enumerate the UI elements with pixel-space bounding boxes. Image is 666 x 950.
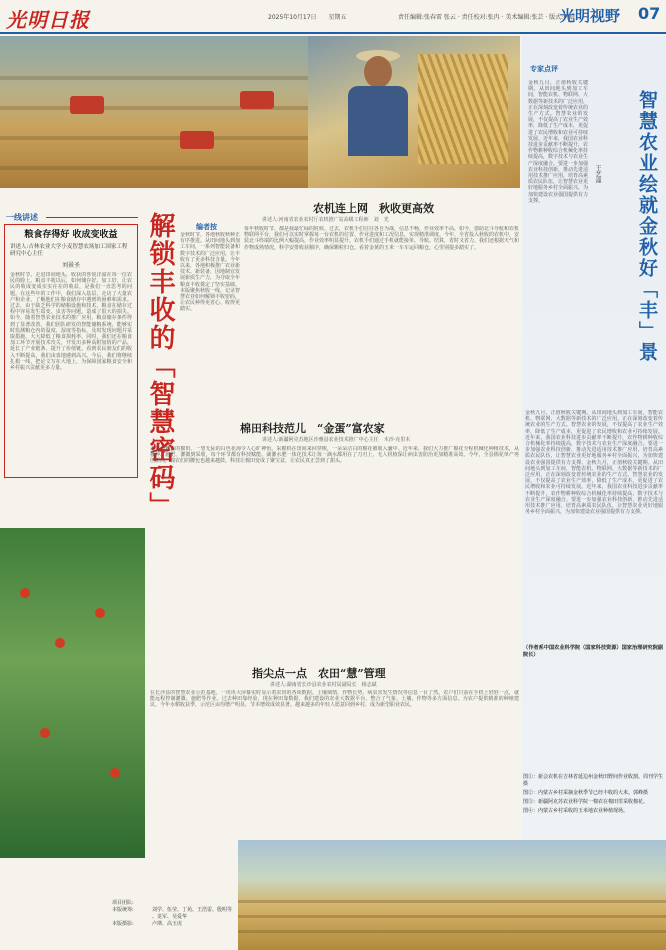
caption-1: 图①：新会农机在吉林省延边州金秋田野间作业收割。周刊学生摄 <box>523 774 664 787</box>
expert-author: 王艺潼 <box>594 165 601 183</box>
caption-3: 图③：新疆阿克苏农业科学院一棉农在棉田里采收棉花。 <box>523 799 649 805</box>
date-text: 2025年10月17日 <box>268 14 317 21</box>
main-vertical-headline: 解锁丰收的「智慧密码」 <box>145 212 175 520</box>
article-headline-smart-management: 指尖点一点 农田“慧”管理 <box>252 667 386 680</box>
weekday-text: 星期五 <box>328 14 347 21</box>
article-byline-smart-management: 讲述人:湖南省长沙县农业农村局副局长 杨志斌 <box>270 682 377 688</box>
expert-body-top: 金秋九月，正值秋收关键期。从田间地头到加工车间，智能农机、物联网、大数据等新技术的广泛应用，正在深刻改变着传统农业的生产方式。智慧农业的发展，不仅提高了农业生产效率，降低了生产成本，更促进了农民增收和农业可持续发展。近年来，我国农业科技进步贡献率不断提升，农作物耕种收综合机械化率持续提高，数字技术与农业生产深度融合。要进一步加强农业科技创新，推动先进适用技术推广应用，培育高素质农民队伍，让智慧农业更好地服务乡村全面振兴，为加快建设农业强国提供有力支撑。 <box>528 80 588 204</box>
newspaper-logo: 光明日报 <box>6 8 90 32</box>
harvester-icon <box>180 131 214 149</box>
left-article-author-note: 讲述人:吉林农业大学小麦智慧农场加工国家工程研究中心主任 <box>10 244 128 257</box>
expert-vertical-headline: 智慧农业绘就金秋好「丰」景 <box>636 90 658 363</box>
article-headline-machinery: 农机连上网 秋收更高效 <box>313 202 434 215</box>
masthead <box>0 0 666 34</box>
editors-line: 责任编辑:张春雷 张云 · 责任校对:张冉 · 美术编辑:张芸 · 版式:林晨 <box>398 14 576 21</box>
article-body-smart-management: 在长沙县的智慧农业示范基地，一块块大屏幕实时显示着农田的各项数据。土壤墒情、作物长势、病虫害发生情况等信息一目了然。农户们只需在手机上轻轻一点，就能远程控制灌溉、施肥等作业。过去种田靠经验，现在种田靠数据。我们建设的农业大数据平台，整合了气象、土壤、作物等多方面信息，为农户提供精准的种植建议。今年水稻收获季，示范区亩均增产明显，节本增效成效显著。越来越多的年轻人愿意回到乡村，成为新型职业农民。 <box>150 690 519 709</box>
credit-project: 项目团队: <box>112 900 134 906</box>
expert-body-bottom: 金秋九月，正值秋收关键期。从田间地头到加工车间，智能农机、物联网、大数据等新技术的广泛应用，正在深刻改变着传统农业的生产方式。智慧农业的发展，不仅提高了农业生产效率，降低了生产成本，更促进了农民增收和农业可持续发展。近年来，我国农业科技进步贡献率不断提升，农作物耕种收综合机械化率持续提高，数字技术与农业生产深度融合。要进一步加强农业科技创新，推动先进适用技术推广应用，培育高素质农民队伍，让智慧农业更好地服务乡村全面振兴，为加快建设农业强国提供有力支撑。金秋九月，正值秋收关键期。从田间地头到加工车间，智能农机、物联网、大数据等新技术的广泛应用，正在深刻改变着传统农业的生产方式。智慧农业的发展，不仅提高了农业生产效率，降低了生产成本，更促进了农民增收和农业可持续发展。近年来，我国农业科技进步贡献率不断提升，农作物耕种收综合机械化率持续提高，数字技术与农业生产深度融合。要进一步加强农业科技创新，推动先进适用技术推广应用，培育高素质农民队伍，让智慧农业更好地服务乡村全面振兴，为加快建设农业强国提供有力支撑。 <box>525 410 663 516</box>
wheat-field-photo <box>238 840 666 950</box>
article-byline-machinery: 讲述人:河南省农业农村厅农机推广站高级工程师 刘 光 <box>262 217 389 223</box>
caption-2: 图②：内蒙古乡村采摘金秋季节已经丰收的大米。郭峰摄 <box>523 790 649 796</box>
photo-captions <box>523 774 665 817</box>
article-headline-cotton: 棉田科技范儿 “金蛋”富农家 <box>240 422 385 435</box>
commentary-title: 编者按 <box>196 222 217 231</box>
left-article-box <box>4 224 138 478</box>
left-article-body: 金秋时节，走进田间地头，收获的喜悦洋溢在每一位农民的脸上。粮食丰收以后，如何储存好、加工好，让农民的收成变成实实在在的收益，是我们一直思考的问题。在这些年的工作中，我们深入基层，走访了大量农户和企业，了解他们在粮食储存中遇到的困难和需求。过去，由于缺乏科学的储粮设施和技术，粮食在储存过程中容易发生霉变、虫害等问题，造成了很大的损失。如今，随着智慧农业技术的推广应用，粮食储存条件得到了显著改善。我们团队研发的智能储粮系统，能够实时监测粮仓内的温度、湿度等指标，及时发现问题并采取措施，大大降低了粮食损耗率。同时，我们还在粮食加工环节开展技术攻关，开发出多种高附加值的产品，延长了产业链条，提升了价值链。看到农民朋友们的收入不断提高，我们由衷地感到高兴。今后，我们将继续扎根一线，把论文写在大地上，为保障国家粮食安全和乡村振兴贡献更多力量。 <box>10 272 132 372</box>
greenhouse-photo <box>0 528 145 858</box>
issue-date <box>268 12 356 21</box>
credit-members: 本版统筹: 刘学、伍莹、丁苑、王浩雷、殷明等 <box>112 907 233 913</box>
harvester-icon <box>70 96 104 114</box>
left-section-tag: 一线讲述 <box>6 213 38 222</box>
expert-tag: 专家点评 <box>530 65 558 73</box>
farmer-with-grain-photo <box>308 36 520 188</box>
harvester-icon <box>240 91 274 109</box>
credit-designer: 本版摄影: 卢瑛、高玉虎 <box>112 921 183 927</box>
article-byline-cotton: 讲述人:新疆阿克苏地区沙雅县农业技术推广中心主任 木沙·克里木 <box>262 437 411 443</box>
commentary-body: 金秋时节，各地秋收秋种正有序推进。从田间地头到加工车间，一系列智能装备和数字技术的广泛应用，让丰收有了更多科技含量。今年以来，各地积极推广农业新技术、新装备，因地制宜发展新质生产力，为夺取全年粮食丰收奠定了坚实基础。本版聚焦秋收一线，记录智慧农业如何解锁丰收密码，让农民种得更省心、收得更踏实。 <box>180 232 240 313</box>
expert-author-info: （作者系中国农业科学院（国家科技资源）国家治理研究院副院长） <box>523 645 664 658</box>
section-title: 光明视野 <box>560 7 621 25</box>
left-article-title: 粮食存得好 收成变收益 <box>24 230 118 240</box>
page-number: 07 <box>638 4 661 23</box>
tag-divider <box>46 217 138 218</box>
caption-4: 图④：内蒙古乡村采收的玉米地农业种植现场。 <box>523 808 629 814</box>
article-body-machinery: 每年秋收时节，都是我最忙碌的时候。过去，农机手们往往各自为战，信息不畅，作业效率不高。如今，借助北斗导航和农机物联网平台，我们可以实时掌握每一台农机的位置、作业进度和工况信息，实现精准调度。今年，全省投入秋收的农机中，安装北斗终端的比例大幅提高，作业效率明显提升。农机手们通过手机就能接单、导航、结算，省时又省力。我们还根据天气和作物成熟情况，科学安排收获顺序，确保颗粒归仓。看着金黄的玉米一车车运回粮仓，心里别提多踏实了。 <box>244 226 519 251</box>
left-article-byline: 刘景圣 <box>61 262 80 269</box>
article-body-cotton: 走进沙雅县的棉田，一望无际的白色花海令人心旷神怡。采棉机在田间来回穿梭，一朵朵洁白的棉花被收入囊中。近年来，我们大力推广棉花全程机械化种植技术，从播种、施肥、灌溉到采收，每个环节都有科技赋能。滴灌水肥一体化技术让每一滴水都用在了刀刃上，无人机植保让病虫害防治更加精准高效。今年，全县棉花单产再创新高，棉农们的腰包也越来越鼓。科技让棉田变成了聚宝盆，让农民真正尝到了甜头。 <box>150 446 519 465</box>
page-credits <box>112 900 242 928</box>
credit-writers: 、龙军、吴爱华 <box>152 914 188 920</box>
